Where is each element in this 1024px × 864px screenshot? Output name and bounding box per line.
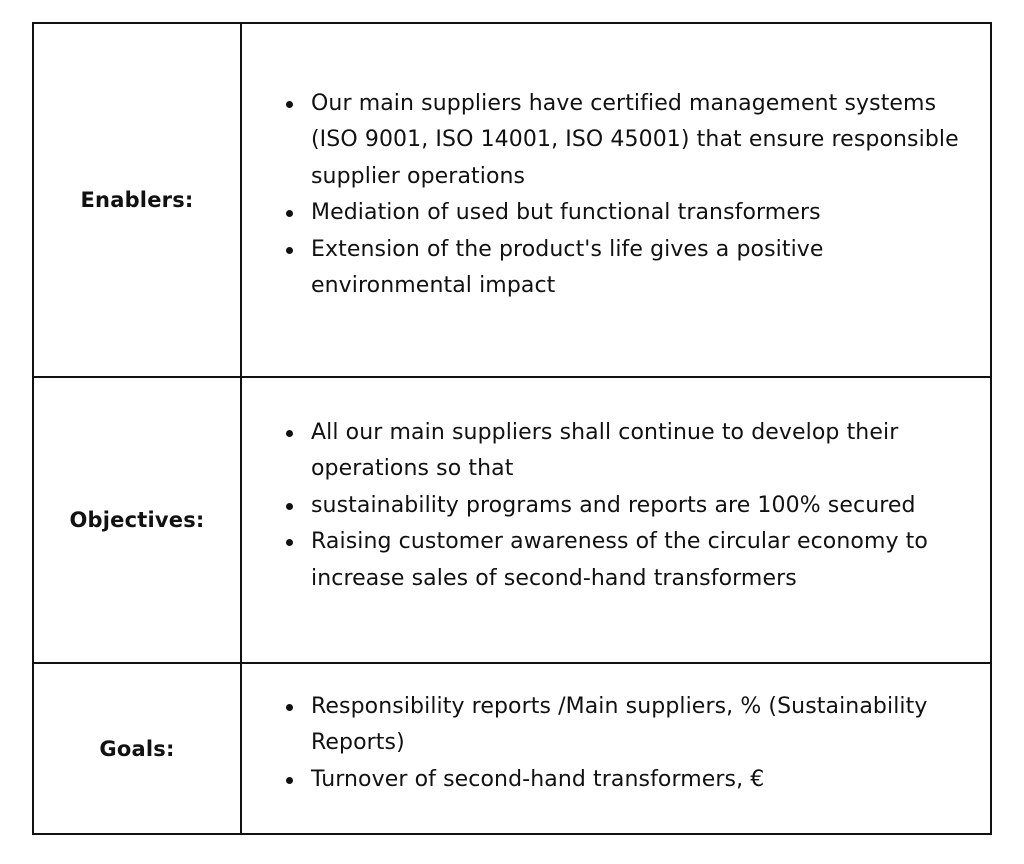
goals-label-cell (34, 664, 242, 833)
list-item (276, 689, 970, 762)
list-item-text: All our main suppliers shall continue to develop their operations so that (311, 419, 899, 482)
objectives-list (276, 415, 970, 598)
list-item-text: Extension of the product's life gives a positive environmental impact (311, 236, 824, 298)
list-item-text: Raising customer awareness of the circular economy to increase sales of second-hand transformers (311, 529, 928, 591)
bullet-icon (286, 503, 293, 510)
goals-content-cell (242, 664, 990, 833)
bullet-icon (286, 247, 293, 254)
goals-list (276, 689, 970, 799)
list-item (276, 524, 970, 597)
list-item (276, 415, 970, 488)
strategy-table (32, 22, 992, 835)
bullet-icon (286, 777, 293, 784)
list-item (276, 195, 970, 232)
bullet-icon (286, 101, 293, 108)
list-item-text: Mediation of used but functional transformers (311, 200, 821, 225)
objectives-label: Objectives: (69, 508, 205, 532)
bullet-icon (286, 539, 293, 546)
bullet-icon (286, 210, 293, 217)
bullet-icon (286, 704, 293, 711)
list-item-text: sustainability programs and reports are 100% secured (311, 492, 916, 518)
list-item (276, 762, 970, 799)
list-item (276, 232, 970, 305)
enablers-content-cell (242, 24, 990, 378)
list-item-text: Our main suppliers have certified management systems (ISO 9001, ISO 14001, ISO 45001) that ensure responsible supplier operations (311, 90, 959, 189)
list-item (276, 488, 970, 525)
enablers-list (276, 86, 970, 305)
objectives-content-cell (242, 378, 990, 664)
enablers-label: Enablers: (80, 188, 194, 212)
list-item-text: Responsibility reports /Main suppliers, % (Sustainability Reports) (311, 693, 928, 756)
list-item-text: Turnover of second-hand transformers, € (311, 766, 765, 792)
goals-label: Goals: (99, 736, 175, 761)
list-item (276, 86, 970, 196)
objectives-label-cell (34, 378, 242, 664)
bullet-icon (286, 430, 293, 437)
enablers-label-cell (34, 24, 242, 378)
